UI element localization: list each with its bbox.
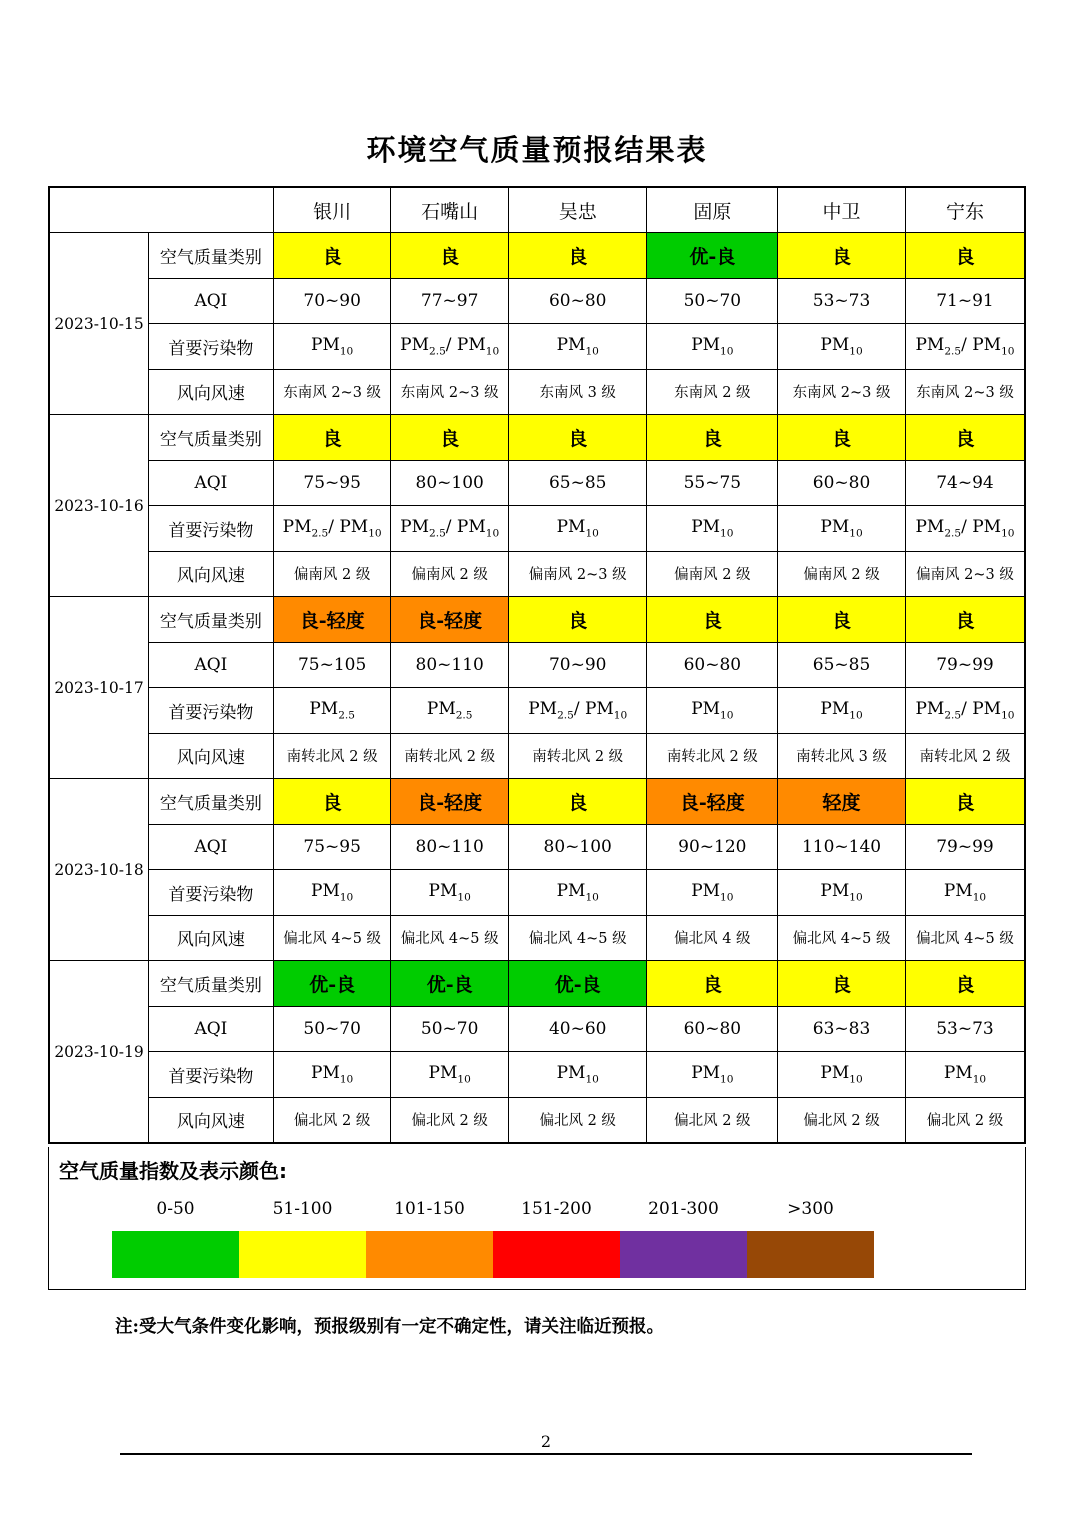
aqi-cell: 50~70 xyxy=(273,1006,391,1052)
legend-color-swatch xyxy=(493,1231,620,1278)
table-row xyxy=(49,278,1025,324)
pollutant-cell: $PM_{10}$ xyxy=(273,870,391,916)
category-cell: 良 xyxy=(905,779,1025,825)
legend-color-bar xyxy=(112,1231,874,1278)
row-label-wind: 风向风速 xyxy=(149,369,274,415)
wind-cell: 偏北风 2 级 xyxy=(508,1097,647,1143)
wind-cell: 东南风 2~3 级 xyxy=(778,369,906,415)
wind-cell: 偏南风 2 级 xyxy=(778,551,906,597)
wind-cell: 东南风 2~3 级 xyxy=(391,369,509,415)
category-cell: 良-轻度 xyxy=(391,597,509,643)
aqi-cell: 65~85 xyxy=(778,642,906,688)
table-header-row xyxy=(49,187,1025,233)
row-label-category: 空气质量类别 xyxy=(149,415,274,461)
pollutant-cell: $PM_{10}$ xyxy=(778,1052,906,1098)
category-cell: 良 xyxy=(778,961,906,1007)
date-cell: 2023-10-17 xyxy=(49,597,149,779)
aqi-color-legend xyxy=(48,1147,1026,1290)
category-cell: 良-轻度 xyxy=(391,779,509,825)
table-row xyxy=(49,688,1025,734)
pollutant-cell: $PM_{10}$ xyxy=(905,870,1025,916)
pollutant-cell: $PM_{2.5}/$ $PM_{10}$ xyxy=(905,324,1025,370)
legend-strip xyxy=(112,1199,874,1278)
aqi-cell: 77~97 xyxy=(391,278,509,324)
aqi-cell: 63~83 xyxy=(778,1006,906,1052)
wind-cell: 南转北风 2 级 xyxy=(391,733,509,779)
category-cell: 良 xyxy=(508,597,647,643)
category-cell: 良 xyxy=(391,415,509,461)
category-cell: 良 xyxy=(778,415,906,461)
row-label-aqi: AQI xyxy=(149,460,274,506)
wind-cell: 偏北风 2 级 xyxy=(391,1097,509,1143)
table-row xyxy=(49,733,1025,779)
aqi-cell: 80~110 xyxy=(391,642,509,688)
category-cell: 良 xyxy=(647,961,778,1007)
aqi-cell: 70~90 xyxy=(508,642,647,688)
pollutant-cell: $PM_{2.5}/$ $PM_{10}$ xyxy=(905,688,1025,734)
aqi-cell: 80~100 xyxy=(391,460,509,506)
aqi-cell: 75~95 xyxy=(273,824,391,870)
category-cell: 良 xyxy=(905,961,1025,1007)
legend-color-swatch xyxy=(239,1231,366,1278)
wind-cell: 东南风 2~3 级 xyxy=(273,369,391,415)
table-row xyxy=(49,642,1025,688)
category-cell: 良 xyxy=(273,233,391,279)
category-cell: 良 xyxy=(905,233,1025,279)
row-label-category: 空气质量类别 xyxy=(149,961,274,1007)
legend-title: 空气质量指数及表示颜色: xyxy=(59,1159,287,1183)
wind-cell: 东南风 3 级 xyxy=(508,369,647,415)
wind-cell: 偏南风 2 级 xyxy=(273,551,391,597)
pollutant-cell: $PM_{10}$ xyxy=(647,324,778,370)
category-cell: 良 xyxy=(273,779,391,825)
table-row xyxy=(49,369,1025,415)
wind-cell: 偏北风 4 级 xyxy=(647,915,778,961)
wind-cell: 南转北风 2 级 xyxy=(905,733,1025,779)
wind-cell: 偏北风 2 级 xyxy=(905,1097,1025,1143)
table-row xyxy=(49,824,1025,870)
legend-color-swatch xyxy=(747,1231,874,1278)
row-label-wind: 风向风速 xyxy=(149,915,274,961)
legend-range-label: 151-200 xyxy=(521,1199,592,1219)
pollutant-cell: $PM_{10}$ xyxy=(647,870,778,916)
pollutant-cell: $PM_{10}$ xyxy=(391,870,509,916)
category-cell: 良 xyxy=(778,233,906,279)
aqi-cell: 60~80 xyxy=(647,1006,778,1052)
legend-range-label: 201-300 xyxy=(648,1199,719,1219)
pollutant-cell: $PM_{10}$ xyxy=(778,506,906,552)
table-row xyxy=(49,1006,1025,1052)
wind-cell: 南转北风 3 级 xyxy=(778,733,906,779)
legend-range-labels xyxy=(112,1199,874,1219)
pollutant-cell: $PM_{10}$ xyxy=(905,1052,1025,1098)
wind-cell: 偏北风 4~5 级 xyxy=(273,915,391,961)
header-empty-cell xyxy=(49,187,273,233)
legend-range-label: 51-100 xyxy=(272,1199,333,1219)
page-title: 环境空气质量预报结果表 xyxy=(366,133,708,167)
wind-cell: 偏北风 2 级 xyxy=(778,1097,906,1143)
wind-cell: 偏北风 4~5 级 xyxy=(391,915,509,961)
aqi-cell: 71~91 xyxy=(905,278,1025,324)
forecast-table xyxy=(48,186,1026,1144)
table-row xyxy=(49,779,1025,825)
wind-cell: 偏南风 2~3 级 xyxy=(905,551,1025,597)
legend-color-swatch xyxy=(112,1231,239,1278)
row-label-aqi: AQI xyxy=(149,824,274,870)
pollutant-cell: $PM_{10}$ xyxy=(508,506,647,552)
pollutant-cell: $PM_{2.5}$ xyxy=(391,688,509,734)
table-row xyxy=(49,506,1025,552)
row-label-wind: 风向风速 xyxy=(149,733,274,779)
table-row xyxy=(49,415,1025,461)
legend-color-swatch xyxy=(366,1231,493,1278)
table-row xyxy=(49,961,1025,1007)
row-label-wind: 风向风速 xyxy=(149,551,274,597)
category-cell: 轻度 xyxy=(778,779,906,825)
aqi-cell: 55~75 xyxy=(647,460,778,506)
row-label-pollutant: 首要污染物 xyxy=(149,1052,274,1098)
pollutant-cell: $PM_{10}$ xyxy=(778,688,906,734)
table-row xyxy=(49,870,1025,916)
aqi-cell: 65~85 xyxy=(508,460,647,506)
wind-cell: 偏南风 2~3 级 xyxy=(508,551,647,597)
pollutant-cell: $PM_{10}$ xyxy=(508,1052,647,1098)
legend-range-label: 0-50 xyxy=(156,1199,195,1219)
wind-cell: 南转北风 2 级 xyxy=(273,733,391,779)
category-cell: 良 xyxy=(778,597,906,643)
legend-range-label: >300 xyxy=(787,1199,834,1219)
aqi-cell: 79~99 xyxy=(905,642,1025,688)
row-label-aqi: AQI xyxy=(149,642,274,688)
pollutant-cell: $PM_{10}$ xyxy=(778,324,906,370)
wind-cell: 南转北风 2 级 xyxy=(647,733,778,779)
pollutant-cell: $PM_{10}$ xyxy=(391,1052,509,1098)
forecast-note: 注:受大气条件变化影响，预报级别有一定不确定性，请关注临近预报。 xyxy=(115,1317,664,1337)
wind-cell: 东南风 2~3 级 xyxy=(905,369,1025,415)
legend-range-label: 101-150 xyxy=(394,1199,465,1219)
wind-cell: 偏北风 4~5 级 xyxy=(905,915,1025,961)
page-footer xyxy=(120,1432,972,1455)
date-cell: 2023-10-18 xyxy=(49,779,149,961)
aqi-cell: 60~80 xyxy=(647,642,778,688)
forecast-table-body xyxy=(49,233,1025,1144)
aqi-cell: 90~120 xyxy=(647,824,778,870)
aqi-cell: 53~73 xyxy=(905,1006,1025,1052)
aqi-cell: 80~100 xyxy=(508,824,647,870)
page-number: 2 xyxy=(540,1432,552,1451)
date-cell: 2023-10-15 xyxy=(49,233,149,415)
category-cell: 良 xyxy=(508,233,647,279)
table-row xyxy=(49,324,1025,370)
category-cell: 良 xyxy=(391,233,509,279)
wind-cell: 偏北风 4~5 级 xyxy=(778,915,906,961)
category-cell: 良 xyxy=(905,415,1025,461)
aqi-cell: 79~99 xyxy=(905,824,1025,870)
category-cell: 良 xyxy=(647,415,778,461)
aqi-cell: 74~94 xyxy=(905,460,1025,506)
wind-cell: 偏南风 2 级 xyxy=(391,551,509,597)
pollutant-cell: $PM_{10}$ xyxy=(273,324,391,370)
date-cell: 2023-10-16 xyxy=(49,415,149,597)
city-header: 固原 xyxy=(647,187,778,233)
wind-cell: 偏北风 2 级 xyxy=(647,1097,778,1143)
row-label-category: 空气质量类别 xyxy=(149,233,274,279)
table-row xyxy=(49,1052,1025,1098)
aqi-cell: 75~105 xyxy=(273,642,391,688)
city-header: 中卫 xyxy=(778,187,906,233)
pollutant-cell: $PM_{2.5}/$ $PM_{10}$ xyxy=(273,506,391,552)
wind-cell: 南转北风 2 级 xyxy=(508,733,647,779)
row-label-pollutant: 首要污染物 xyxy=(149,870,274,916)
category-cell: 良 xyxy=(508,779,647,825)
table-row xyxy=(49,1097,1025,1143)
table-row xyxy=(49,915,1025,961)
date-cell: 2023-10-19 xyxy=(49,961,149,1144)
pollutant-cell: $PM_{10}$ xyxy=(647,688,778,734)
row-label-wind: 风向风速 xyxy=(149,1097,274,1143)
pollutant-cell: $PM_{2.5}/$ $PM_{10}$ xyxy=(391,324,509,370)
city-header: 吴忠 xyxy=(508,187,647,233)
wind-cell: 偏北风 4~5 级 xyxy=(508,915,647,961)
pollutant-cell: $PM_{2.5}/$ $PM_{10}$ xyxy=(508,688,647,734)
aqi-cell: 75~95 xyxy=(273,460,391,506)
pollutant-cell: $PM_{10}$ xyxy=(647,506,778,552)
row-label-aqi: AQI xyxy=(149,1006,274,1052)
pollutant-cell: $PM_{2.5}/$ $PM_{10}$ xyxy=(905,506,1025,552)
category-cell: 优-良 xyxy=(508,961,647,1007)
row-label-pollutant: 首要污染物 xyxy=(149,506,274,552)
aqi-cell: 50~70 xyxy=(391,1006,509,1052)
wind-cell: 东南风 2 级 xyxy=(647,369,778,415)
pollutant-cell: $PM_{2.5}$ xyxy=(273,688,391,734)
category-cell: 良 xyxy=(905,597,1025,643)
table-row xyxy=(49,597,1025,643)
pollutant-cell: $PM_{2.5}/$ $PM_{10}$ xyxy=(391,506,509,552)
row-label-pollutant: 首要污染物 xyxy=(149,688,274,734)
category-cell: 良 xyxy=(273,415,391,461)
pollutant-cell: $PM_{10}$ xyxy=(508,324,647,370)
row-label-category: 空气质量类别 xyxy=(149,779,274,825)
category-cell: 优-良 xyxy=(391,961,509,1007)
aqi-cell: 80~110 xyxy=(391,824,509,870)
pollutant-cell: $PM_{10}$ xyxy=(508,870,647,916)
pollutant-cell: $PM_{10}$ xyxy=(778,870,906,916)
aqi-cell: 60~80 xyxy=(508,278,647,324)
aqi-cell: 110~140 xyxy=(778,824,906,870)
wind-cell: 偏北风 2 级 xyxy=(273,1097,391,1143)
category-cell: 优-良 xyxy=(647,233,778,279)
aqi-cell: 70~90 xyxy=(273,278,391,324)
aqi-cell: 53~73 xyxy=(778,278,906,324)
row-label-category: 空气质量类别 xyxy=(149,597,274,643)
table-row xyxy=(49,551,1025,597)
category-cell: 良 xyxy=(647,597,778,643)
wind-cell: 偏南风 2 级 xyxy=(647,551,778,597)
table-row xyxy=(49,460,1025,506)
pollutant-cell: $PM_{10}$ xyxy=(647,1052,778,1098)
city-header: 石嘴山 xyxy=(391,187,509,233)
category-cell: 优-良 xyxy=(273,961,391,1007)
pollutant-cell: $PM_{10}$ xyxy=(273,1052,391,1098)
city-header: 银川 xyxy=(273,187,391,233)
category-cell: 良 xyxy=(508,415,647,461)
legend-color-swatch xyxy=(620,1231,747,1278)
city-header: 宁东 xyxy=(905,187,1025,233)
aqi-cell: 50~70 xyxy=(647,278,778,324)
category-cell: 良-轻度 xyxy=(647,779,778,825)
row-label-pollutant: 首要污染物 xyxy=(149,324,274,370)
aqi-cell: 60~80 xyxy=(778,460,906,506)
row-label-aqi: AQI xyxy=(149,278,274,324)
aqi-cell: 40~60 xyxy=(508,1006,647,1052)
category-cell: 良-轻度 xyxy=(273,597,391,643)
table-row xyxy=(49,233,1025,279)
